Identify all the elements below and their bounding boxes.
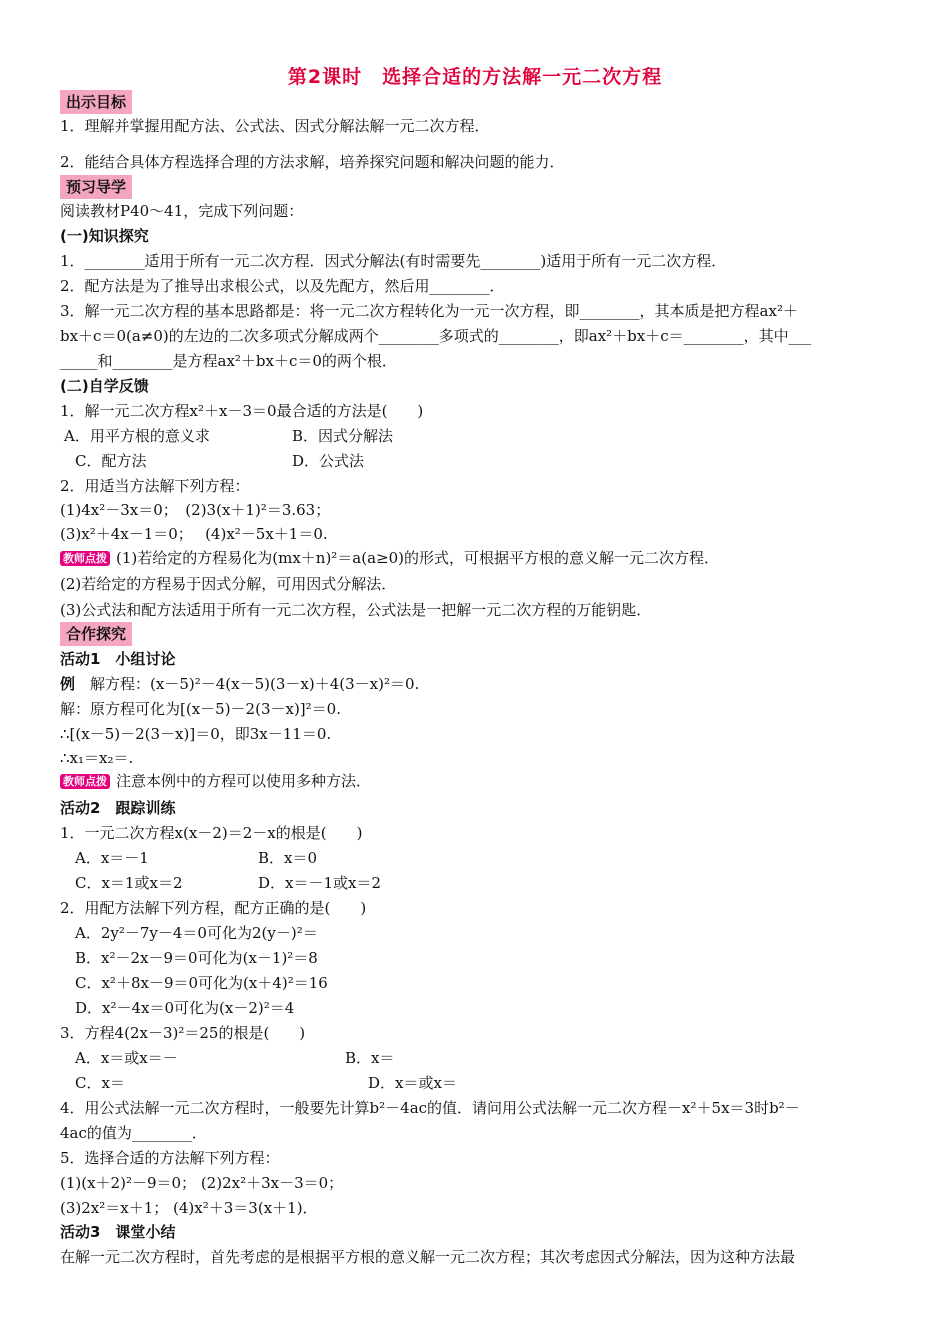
tip-text: (3)公式法和配方法适用于所有一元二次方程，公式法是一把解一元二次方程的万能钥匙． — [60, 601, 652, 619]
summary-text: 在解一元二次方程时，首先考虑的是根据平方根的意义解一元二次方程；其次考虑因式分解法，因为这种方法最 — [60, 1248, 796, 1266]
solution-line: ∴x₁＝x₂＝. — [60, 749, 134, 767]
question-line: 4．用公式法解一元二次方程时，一般要先计算b²－4ac的值．请问用公式法解一元二次方程－x²＋5x＝3时b²－ — [60, 1099, 800, 1117]
knowledge-line: _____和________是方程ax²＋bx＋c＝0的两个根． — [60, 352, 397, 370]
tip-text: (1)若给定的方程易化为(mx＋n)²＝a(a≥0)的形式，可根据平方根的意义解一元二次方程． — [116, 549, 720, 567]
option-d: D．公式法 — [292, 452, 365, 470]
teacher-tip-badge: 教师点拨 — [60, 774, 110, 789]
subheading-knowledge: (一)知识探究 — [60, 227, 149, 245]
knowledge-line: 3．解一元二次方程的基本思路都是：将一元二次方程转化为一元一次方程，即________，其本质是把方程ax²＋ — [60, 302, 798, 320]
tip-text: 注意本例中的方程可以使用多种方法． — [116, 772, 372, 790]
option-b: B．因式分解法 — [292, 427, 394, 445]
option-a: A．2y²－7y－4＝0可化为2(y－)²＝ — [75, 924, 318, 942]
question-line: 5．选择合适的方法解下列方程： — [60, 1149, 280, 1167]
question-line: 2．用配方法解下列方程，配方正确的是( ) — [60, 899, 367, 917]
question-line: 2．用适当方法解下列方程： — [60, 477, 250, 495]
question-line: 1．解一元二次方程x²＋x－3＝0最合适的方法是( ) — [60, 402, 424, 420]
knowledge-line: 1．________适用于所有一元二次方程．因式分解法(有时需要先________)适用于所有一元二次方程． — [60, 252, 727, 270]
solution-line: ∴[(x－5)－2(3－x)]＝0，即3x－11＝0. — [60, 725, 332, 743]
activity-heading: 活动3 课堂小结 — [60, 1223, 176, 1241]
equation-line: (1)4x²－3x＝0； (2)3(x＋1)²＝3.63； — [60, 501, 331, 519]
example-line — [60, 674, 419, 694]
knowledge-line: bx＋c＝0(a≠0)的左边的二次多项式分解成两个________多项式的________，即ax²＋bx＋c＝________，其中___ — [60, 327, 812, 345]
option-b: B．x²－2x－9＝0可化为(x－1)²＝8 — [75, 949, 318, 967]
option-d: D．x＝－1或x＝2 — [258, 874, 382, 892]
solution-line: 解：原方程可化为[(x－5)－2(3－x)]²＝0. — [60, 700, 341, 718]
knowledge-line: 2．配方法是为了推导出求根公式，以及先配方，然后用________． — [60, 277, 505, 295]
preview-intro: 阅读教材P40～41，完成下列问题： — [60, 202, 304, 220]
equation-line: (3)2x²＝x＋1； (4)x²＋3＝3(x＋1)． — [60, 1199, 318, 1217]
option-c: C．x＝ — [75, 1074, 125, 1092]
option-c: C．x²＋8x－9＝0可化为(x＋4)²＝16 — [75, 974, 328, 992]
option-c: C．x＝1或x＝2 — [75, 874, 183, 892]
equation-line: (1)(x＋2)²－9＝0； (2)2x²＋3x－3＝0； — [60, 1174, 344, 1192]
tip-text: (2)若给定的方程易于因式分解，可用因式分解法． — [60, 575, 397, 593]
goal-line: 1．理解并掌握用配方法、公式法、因式分解法解一元二次方程． — [60, 117, 490, 135]
option-b: B．x＝ — [345, 1049, 395, 1067]
page-title: 第2课时 选择合适的方法解一元二次方程 — [287, 66, 663, 88]
teacher-tip-line — [60, 771, 371, 791]
section-header-goals: 出示目标 — [60, 90, 132, 114]
section-header-preview: 预习导学 — [60, 175, 132, 199]
equation-line: (3)x²＋4x－1＝0； (4)x²－5x＋1＝0. — [60, 525, 328, 543]
example-text: 解方程：(x－5)²－4(x－5)(3－x)＋4(3－x)²＝0. — [75, 675, 420, 693]
teacher-tip-line — [60, 548, 719, 568]
question-line: 4ac的值为________． — [60, 1124, 207, 1142]
teacher-tip-badge: 教师点拨 — [60, 551, 110, 566]
option-c: C．配方法 — [75, 452, 147, 470]
activity-heading: 活动1 小组讨论 — [60, 650, 176, 668]
option-a: A．用平方根的意义求 — [64, 427, 210, 445]
goal-line: 2．能结合具体方程选择合理的方法求解，培养探究问题和解决问题的能力． — [60, 153, 565, 171]
option-a: A．x＝－1 — [75, 849, 149, 867]
option-b: B．x＝0 — [258, 849, 318, 867]
option-d: D．x＝或x＝ — [368, 1074, 457, 1092]
activity-heading: 活动2 跟踪训练 — [60, 799, 176, 817]
section-header-coop: 合作探究 — [60, 622, 132, 646]
example-label: 例 — [60, 675, 76, 693]
option-d: D．x²－4x＝0可化为(x－2)²＝4 — [75, 999, 295, 1017]
subheading-feedback: (二)自学反馈 — [60, 377, 149, 395]
question-line: 3．方程4(2x－3)²＝25的根是( ) — [60, 1024, 306, 1042]
question-line: 1．一元二次方程x(x－2)＝2－x的根是( ) — [60, 824, 363, 842]
option-a: A．x＝或x＝－ — [75, 1049, 178, 1067]
